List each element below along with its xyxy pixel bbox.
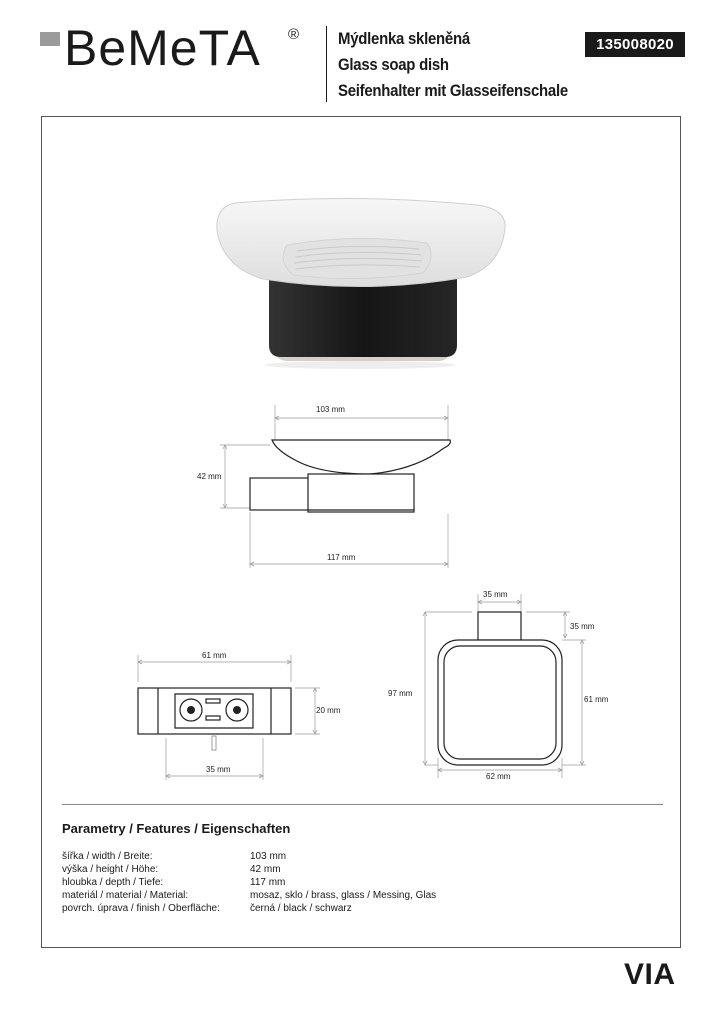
feature-row [62,851,286,863]
product-code-badge: 135008020 [585,32,685,57]
feature-row [62,903,352,915]
dim-total-height: 97 mm [388,689,413,698]
feature-value: 103 mm [250,851,287,862]
feature-value: černá / black / schwarz [250,903,352,914]
wall-plate-drawing [130,650,330,780]
dim-hole-spacing: 35 mm [206,765,231,774]
series-name: VIA [624,958,676,991]
feature-label: výška / height / Höhe: [62,864,159,875]
dim-width: 103 mm [316,405,345,414]
product-photo [205,185,515,370]
features-title: Parametry / Features / Eigenschaften [62,821,291,836]
product-titles [338,26,599,104]
dim-plate-height: 20 mm [316,706,341,715]
feature-label: hloubka / depth / Tiefe: [62,877,164,888]
dim-plate-width: 61 mm [202,651,227,660]
title-german: Seifenhalter mit Glasseifenschale [338,81,568,100]
brand-logo: BeMeTA [64,20,261,76]
dim-dish-width: 62 mm [486,772,511,781]
feature-value: 117 mm [250,877,286,888]
title-czech: Mýdlenka skleněná [338,29,470,48]
header-divider [326,26,327,102]
dim-dish-height: 61 mm [584,695,609,704]
title-english: Glass soap dish [338,55,449,74]
feature-label: povrch. úprava / finish / Oberfläche: [62,903,220,914]
dim-height: 42 mm [197,472,222,481]
front-view-drawing [400,590,600,790]
dim-bracket-height: 35 mm [570,622,595,631]
feature-row [62,877,285,889]
dim-depth: 117 mm [327,553,356,562]
feature-label: materiál / material / Material: [62,890,189,901]
feature-value: mosaz, sklo / brass, glass / Messing, Glas [250,890,437,901]
logo-mark [40,32,60,46]
feature-row [62,864,281,876]
feature-label: šířka / width / Breite: [62,851,153,862]
dim-bracket-top: 35 mm [483,590,508,599]
feature-row [62,890,436,902]
features-divider [62,804,663,805]
registered-mark: ® [288,26,300,43]
feature-value: 42 mm [250,864,281,875]
